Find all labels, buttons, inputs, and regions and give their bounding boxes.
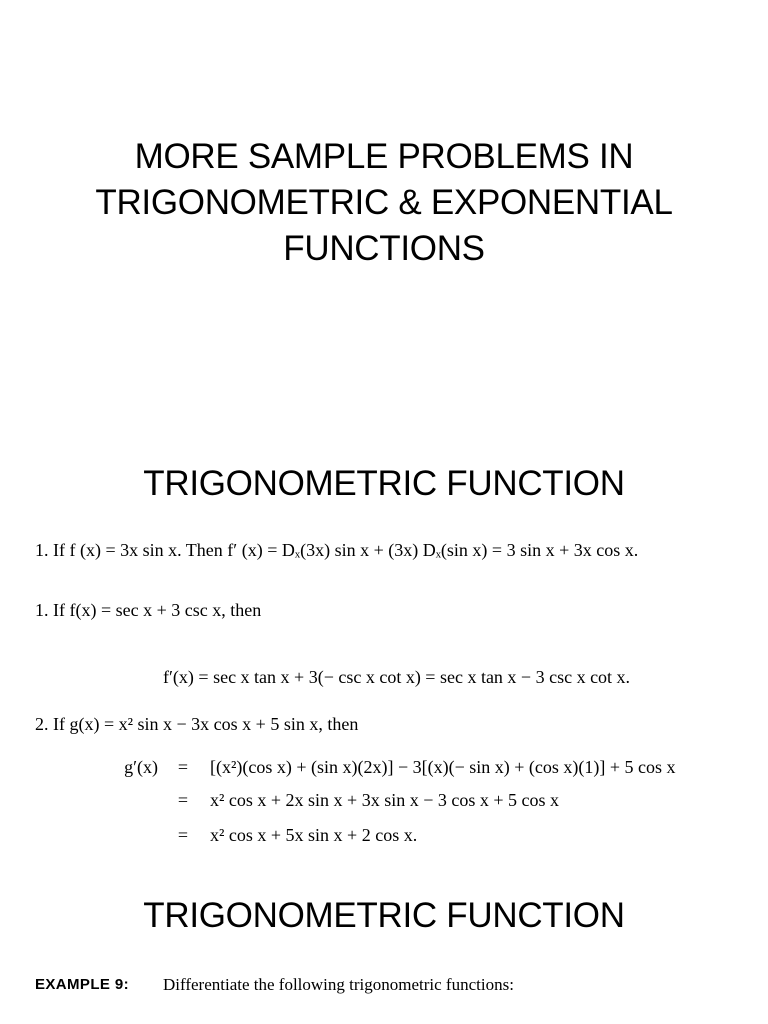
example-label: EXAMPLE 9: [35,976,130,993]
title-line: FUNCTIONS [283,229,485,268]
derivation-rhs: x² cos x + 5x sin x + 2 cos x. [210,825,418,845]
derivation-equals: = [177,757,189,777]
derivation-equals: = [177,825,189,845]
example-instruction: Differentiate the following trigonometric functions: [163,975,514,994]
title-slide-heading [0,134,768,272]
derivation-row [0,755,768,779]
derivation-lhs: g′(x) [124,757,158,777]
trig-slide-heading: TRIGONOMETRIC FUNCTION [143,464,625,503]
derivation-rhs: [(x²)(cos x) + (sin x)(2x)] − 3[(x)(− sin x) + (cos x)(1)] + 5 cos x [210,757,676,777]
title-line: MORE SAMPLE PROBLEMS IN [134,137,634,176]
title-line: TRIGONOMETRIC & EXPONENTIAL [95,183,673,222]
derivation-equals: = [177,790,189,810]
derivation-row [0,788,768,812]
problem-b-result: f′(x) = sec x tan x + 3(− csc x cot x) = sec x tan x − 3 csc x cot x. [163,667,631,687]
problem-c-statement: 2. If g(x) = x² sin x − 3x cos x + 5 sin x, then [35,714,359,734]
example-slide-heading: TRIGONOMETRIC FUNCTION [143,896,625,935]
problem-b-statement: 1. If f(x) = sec x + 3 csc x, then [35,600,262,620]
derivation-rhs: x² cos x + 2x sin x + 3x sin x − 3 cos x + 5 cos x [210,790,559,810]
derivation-row [0,823,768,847]
problem-a-line: 1. If f (x) = 3x sin x. Then f′ (x) = Dₓ(3x) sin x + (3x) Dₓ(sin x) = 3 sin x + 3x cos x. [35,540,639,560]
